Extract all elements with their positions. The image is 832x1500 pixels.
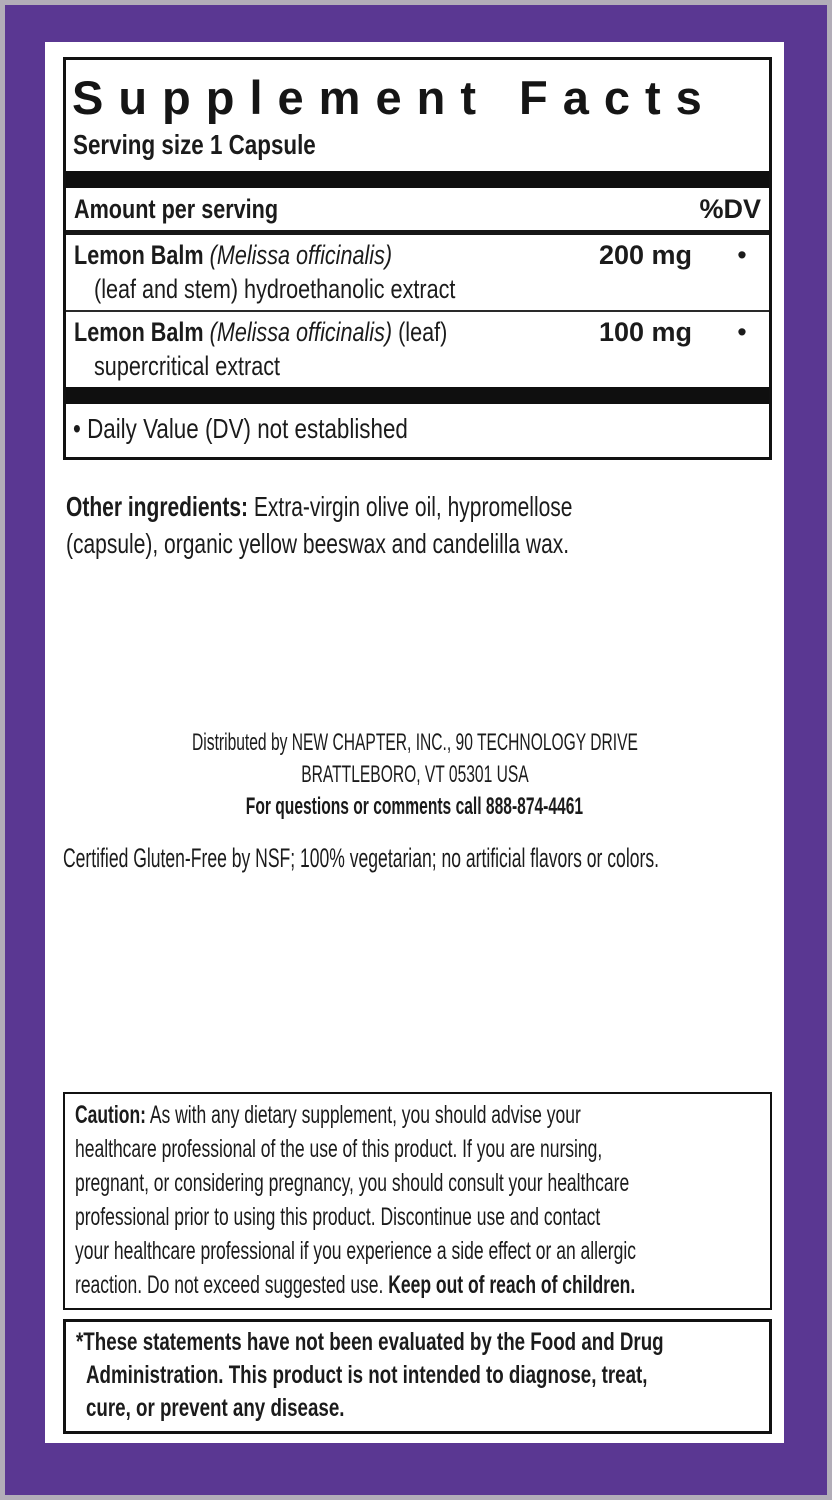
- fda-disclaimer-box: [63, 1319, 772, 1434]
- caution-label: Caution:: [75, 1101, 146, 1129]
- footnote-bullet: •: [73, 413, 81, 444]
- caution-text-2: healthcare professional of the use of this product. If you are nursing,: [75, 1135, 603, 1163]
- percent-dv-header: %DV: [699, 193, 761, 224]
- label-white-panel: [45, 42, 784, 1443]
- ingredient-detail-line: [66, 349, 769, 387]
- ingredient-latin-name: (Melissa officinalis): [209, 317, 393, 347]
- ingredient-detail-line: [66, 272, 769, 310]
- dv-bullet: •: [737, 240, 747, 270]
- disclaimer-text-2: Administration. This product is not intended to diagnose, treat,: [86, 1361, 648, 1389]
- ingredient-row-lemon-balm-hydroethanolic: [66, 235, 769, 310]
- caution-line-2: [75, 1132, 760, 1166]
- ingredient-name-line: [66, 312, 769, 349]
- caution-line-6-text: [75, 1268, 635, 1302]
- distributor-address-2: BRATTLEBORO, VT 05301 USA: [300, 761, 529, 788]
- distributor-phone: For questions or comments call 888-874-4461: [245, 793, 584, 820]
- ingredient-detail: (leaf and stem) hydroethanolic extract: [94, 274, 456, 304]
- caution-text-1: As with any dietary supplement, you should advise your: [149, 1101, 581, 1129]
- ingredient-name-bold: Lemon Balm: [74, 240, 204, 270]
- caution-box: [63, 1092, 772, 1310]
- caution-text-4: professional prior to using this product. Discontinue use and contact: [75, 1203, 601, 1231]
- distributor-line-3: [45, 791, 784, 823]
- thick-divider-bottom: [66, 387, 769, 404]
- supplement-facts-box: [63, 57, 772, 460]
- other-ingredients-label: Other ingredients:: [66, 491, 249, 522]
- ingredient-name: [74, 238, 392, 272]
- caution-line-3: [75, 1166, 760, 1200]
- disclaimer-line-1: [76, 1326, 759, 1359]
- other-ingredients-text: [66, 488, 572, 525]
- serving-size-text: Serving size 1 Capsule: [73, 129, 316, 160]
- dv-footnote-text: [73, 412, 408, 446]
- caution-text-6: reaction. Do not exceed suggested use.: [75, 1271, 389, 1299]
- disclaimer-text-1: *These statements have not been evaluated by the Food and Drug: [76, 1328, 664, 1356]
- ingredient-name: [74, 315, 447, 349]
- caution-line-5: [75, 1234, 760, 1268]
- other-ingredients-value-1: Extra-virgin olive oil, hypromellose: [253, 491, 573, 522]
- column-header-row: [66, 188, 769, 230]
- ingredient-name-line: [66, 235, 769, 272]
- caution-keep-out-text: Keep out of reach of children.: [388, 1271, 636, 1299]
- distributor-line-2: [45, 759, 784, 791]
- ingredient-detail: supercritical extract: [94, 351, 281, 381]
- other-ingredients-line-2: [66, 525, 741, 562]
- ingredient-row-lemon-balm-supercritical: [66, 312, 769, 387]
- disclaimer-line-2: [76, 1359, 759, 1392]
- disclaimer-line-3: [76, 1392, 759, 1425]
- distributor-section: [45, 727, 784, 823]
- caution-line-1-text: [75, 1098, 581, 1132]
- dv-footnote: [66, 404, 769, 457]
- amount-value: 200 mg: [598, 240, 692, 270]
- caution-line-6: [75, 1268, 760, 1302]
- other-ingredients-value-2: (capsule), organic yellow beeswax and candelilla wax.: [66, 528, 570, 559]
- amount-per-serving-header: Amount per serving: [74, 193, 279, 224]
- certification-line: [63, 842, 832, 874]
- serving-size-line: [73, 128, 769, 162]
- ingredient-name-suffix: (leaf): [398, 317, 448, 347]
- caution-text-5: your healthcare professional if you experience a side effect or an allergic: [75, 1237, 636, 1265]
- caution-line-1: [75, 1098, 760, 1132]
- other-ingredients-line-1: [66, 488, 741, 525]
- amount-value: 100 mg: [598, 317, 692, 347]
- supplement-facts-title: Supplement Facts: [72, 71, 717, 124]
- caution-text-3: pregnant, or considering pregnancy, you should consult your healthcare: [75, 1169, 630, 1197]
- thick-divider-top: [66, 171, 769, 188]
- disclaimer-text-3: cure, or prevent any disease.: [86, 1394, 345, 1422]
- distributor-line-1: [45, 727, 784, 759]
- dv-bullet: •: [737, 317, 747, 347]
- ingredient-name-bold: Lemon Balm: [74, 317, 204, 347]
- footnote-text: Daily Value (DV) not established: [87, 413, 408, 444]
- caution-line-4: [75, 1200, 760, 1234]
- ingredient-latin-name: (Melissa officinalis): [209, 240, 393, 270]
- other-ingredients-section: [66, 488, 741, 562]
- distributor-address-1: Distributed by NEW CHAPTER, INC., 90 TECHNOLOGY DRIVE: [191, 729, 638, 756]
- certification-text: Certified Gluten-Free by NSF; 100% vegetarian; no artificial flavors or colors.: [63, 843, 659, 873]
